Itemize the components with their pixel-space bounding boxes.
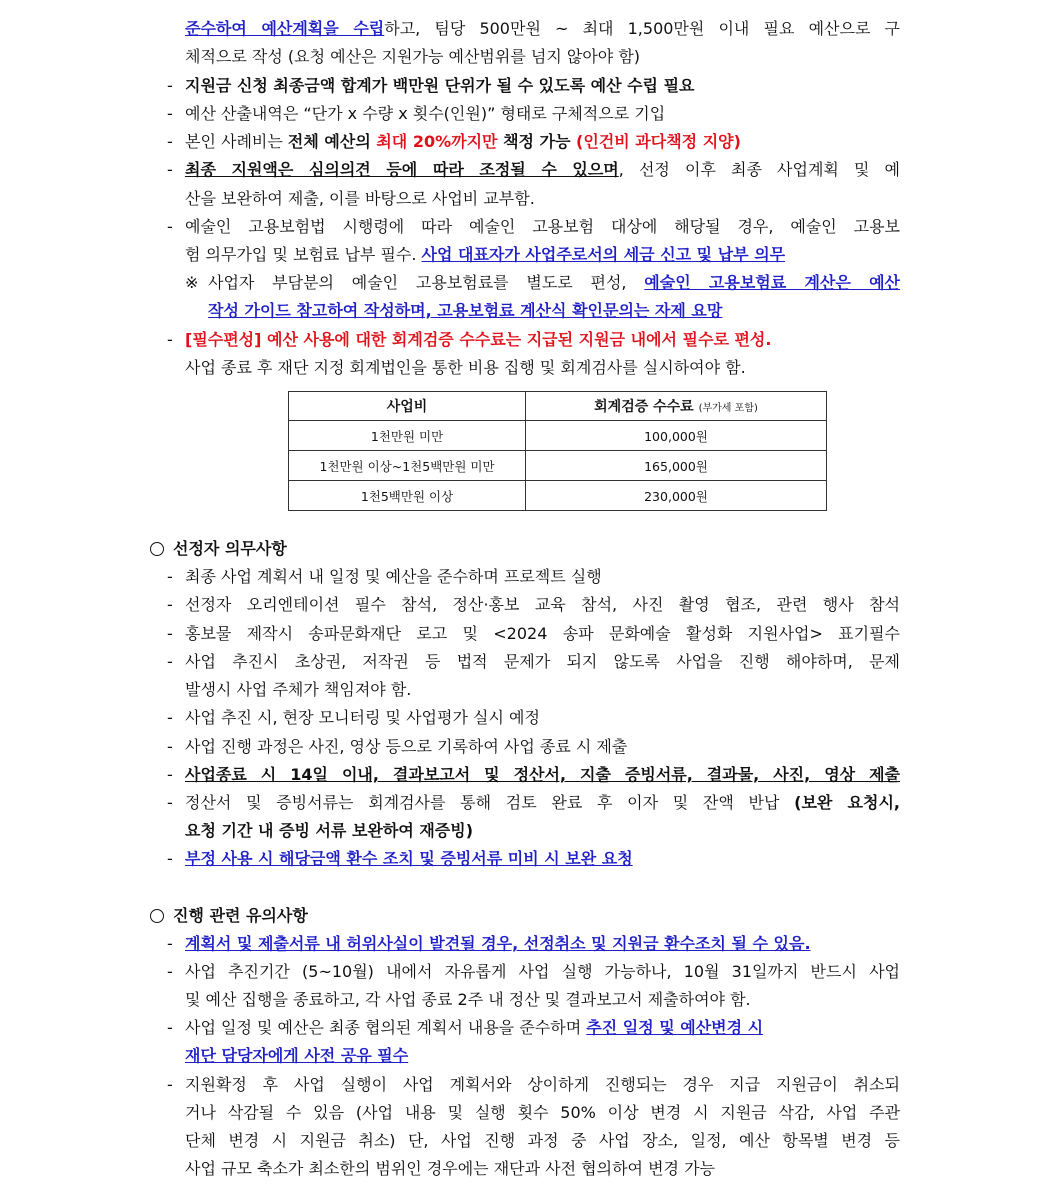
note-line-3: 및 예산 집행을 종료하고, 각 사업 종료 2주 내 정산 및 결과보고서 제출하여야 함.	[185, 990, 751, 1009]
fee-cell: 165,000원	[526, 451, 827, 481]
cost-range-cell: 1천만원 이상~1천5백만원 미만	[289, 451, 526, 481]
circle-bullet-icon	[150, 542, 164, 556]
budget-line-2: 체적으로 작성 (요청 예산은 지원가능 예산범위를 넘지 않아야 함)	[185, 47, 641, 66]
audit-fee-table	[288, 391, 827, 511]
duty-line-4: 사업 추진시 초상권, 저작권 등 법적 문제가 되지 않도록 사업을 진행 해야하며, 문제	[185, 652, 900, 671]
budget-line-11: 작성 가이드 참고하여 작성하며, 고용보험료 계산식 확인문의는 자제 요망	[208, 301, 723, 320]
duty-line-1: 최종 사업 계획서 내 일정 및 예산을 준수하며 프로젝트 실행	[185, 567, 602, 586]
duty-line-9: 정산서 및 증빙서류는 회계검사를 통해 검토 완료 후 이자 및 잔액 반납 (보완 요청시,	[185, 793, 900, 812]
bullet-dash: -	[167, 160, 173, 179]
duty-line-2: 선정자 오리엔테이션 필수 참석, 정산·홍보 교육 참석, 사진 촬영 협조, 관련 행사 참석	[185, 595, 900, 614]
budget-line-13: 사업 종료 후 재단 지정 회계법인을 통한 비용 집행 및 회계검사를 실시하여야 함.	[185, 358, 746, 377]
budget-line-6: 최종 지원액은 심의의견 등에 따라 조정될 수 있으며, 선정 이후 최종 사업계획 및 예	[185, 160, 900, 179]
bullet-dash: -	[167, 567, 173, 586]
header-audit-fee: 회계검증 수수료 (부가세 포함)	[526, 392, 827, 421]
bullet-dash: -	[167, 708, 173, 727]
note-line-8: 단체 변경 시 지원금 취소) 단, 사업 진행 과정 중 사업 장소, 일정, 예산 항목별 변경 등	[185, 1131, 900, 1150]
budget-line-9: 험 의무가입 및 보험료 납부 필수. 사업 대표자가 사업주로서의 세금 신고 및 납부 의무	[185, 245, 786, 264]
duty-line-6: 사업 추진 시, 현장 모니터링 및 사업평가 실시 예정	[185, 708, 540, 727]
budget-line-1: 준수하여 예산계획을 수립하고, 팀당 500만원 ~ 최대 1,500만원 이내 필요 예산으로 구	[185, 19, 900, 38]
note-line-4: 사업 일정 및 예산은 최종 협의된 계획서 내용을 준수하며 추진 일정 및 예산변경 시	[185, 1018, 764, 1037]
fee-cell: 230,000원	[526, 481, 827, 511]
duty-line-8: 사업종료 시 14일 이내, 결과보고서 및 정산서, 지출 증빙서류, 결과물, 사진, 영상 제출	[185, 765, 900, 784]
duty-line-11: 부정 사용 시 해당금액 환수 조치 및 증빙서류 미비 시 보완 요청	[185, 849, 633, 868]
bullet-dash: -	[167, 849, 173, 868]
budget-line-3: 지원금 신청 최종금액 합계가 백만원 단위가 될 수 있도록 예산 수립 필요	[185, 76, 695, 95]
cost-range-cell: 1천만원 미만	[289, 421, 526, 451]
bullet-dash: -	[167, 765, 173, 784]
duty-line-10: 요청 기간 내 증빙 서류 보완하여 재증빙)	[185, 821, 474, 840]
bullet-dash: -	[167, 104, 173, 123]
bullet-dash: -	[167, 595, 173, 614]
bullet-dash: -	[167, 652, 173, 671]
budget-line-7: 산을 보완하여 제출, 이를 바탕으로 사업비 교부함.	[185, 189, 535, 208]
table-row	[289, 481, 827, 511]
bullet-dash: -	[167, 76, 173, 95]
section-title-notes: 진행 관련 유의사항	[150, 906, 308, 926]
bullet-dash: -	[167, 624, 173, 643]
budget-line-5: 본인 사례비는 전체 예산의 최대 20%까지만 책정 가능 (인건비 과다책정 지양)	[185, 132, 741, 151]
bullet-dash: -	[167, 737, 173, 756]
budget-line-10: 사업자 부담분의 예술인 고용보험료를 별도로 편성, 예술인 고용보험료 계산은 예산	[208, 273, 900, 292]
reference-mark: ※	[185, 273, 199, 292]
table-row	[289, 451, 827, 481]
note-line-9: 사업 규모 축소가 최소한의 범위인 경우에는 재단과 사전 협의하여 변경 가능	[185, 1159, 715, 1178]
table-header-row	[289, 392, 827, 421]
budget-line-12: [필수편성] 예산 사용에 대한 회계검증 수수료는 지급된 지원금 내에서 필수로 편성.	[185, 330, 772, 349]
budget-line-8: 예술인 고용보험법 시행령에 따라 예술인 고용보험 대상에 해당될 경우, 예술인 고용보	[185, 217, 900, 236]
bullet-dash: -	[167, 330, 173, 349]
table-row	[289, 421, 827, 451]
cost-range-cell: 1천5백만원 이상	[289, 481, 526, 511]
circle-bullet-icon	[150, 909, 164, 923]
bullet-dash: -	[167, 793, 173, 812]
bullet-dash: -	[167, 934, 173, 953]
note-line-2: 사업 추진기간 (5~10월) 내에서 자유롭게 사업 실행 가능하나, 10월 31일까지 반드시 사업	[185, 962, 900, 981]
duty-line-7: 사업 진행 과정은 사진, 영상 등으로 기록하여 사업 종료 시 제출	[185, 737, 628, 756]
bullet-dash: -	[167, 217, 173, 236]
bullet-dash: -	[167, 1075, 173, 1094]
note-line-1: 계획서 및 제출서류 내 허위사실이 발견될 경우, 선정취소 및 지원금 환수조치 될 수 있음.	[185, 934, 811, 953]
section-title-duties: 선정자 의무사항	[150, 539, 287, 559]
note-line-7: 거나 삭감될 수 있음 (사업 내용 및 실행 횟수 50% 이상 변경 시 지원금 삭감, 사업 주관	[185, 1103, 900, 1122]
note-line-6: 지원확정 후 사업 실행이 사업 계획서와 상이하게 진행되는 경우 지급 지원금이 취소되	[185, 1075, 900, 1094]
bullet-dash: -	[167, 132, 173, 151]
note-line-5: 재단 담당자에게 사전 공유 필수	[185, 1046, 409, 1065]
duty-line-5: 발생시 사업 주체가 책임져야 함.	[185, 680, 412, 699]
budget-line-4: 예산 산출내역은 “단가 x 수량 x 횟수(인원)” 형태로 구체적으로 기입	[185, 104, 666, 123]
fee-cell: 100,000원	[526, 421, 827, 451]
bullet-dash: -	[167, 962, 173, 981]
bullet-dash: -	[167, 1018, 173, 1037]
duty-line-3: 홍보물 제작시 송파문화재단 로고 및 <2024 송파 문화예술 활성화 지원사업> 표기필수	[185, 624, 900, 643]
header-project-cost: 사업비	[289, 392, 526, 421]
